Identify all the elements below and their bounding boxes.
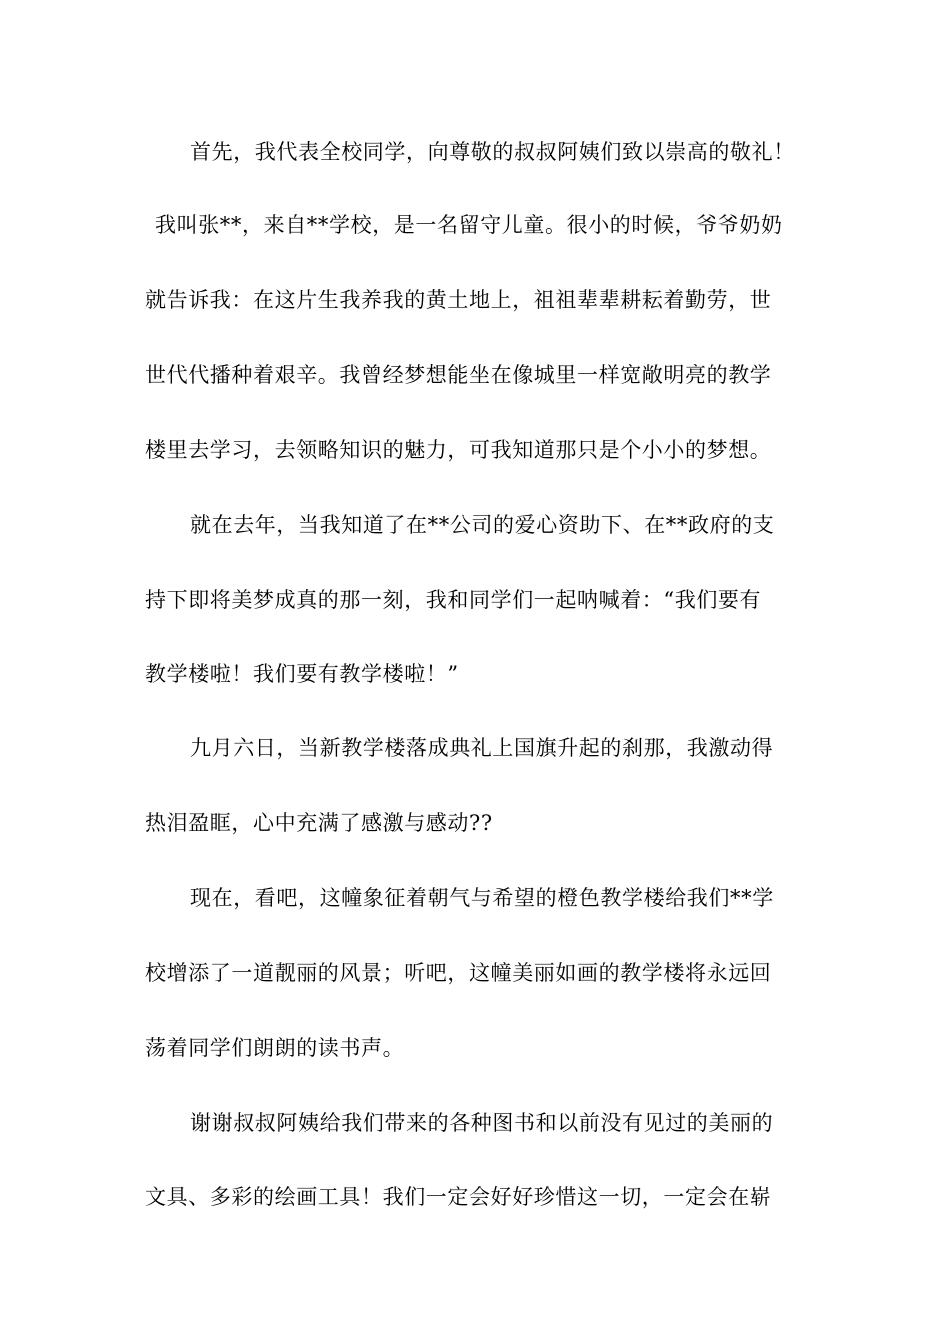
text-line-14: 谢谢叔叔阿姨给我们带来的各种图书和以前没有见过的美丽的: [190, 1111, 774, 1135]
text-line-5: 楼里去学习，去领略知识的魅力，可我知道那只是个小小的梦想。: [145, 438, 772, 462]
text-line-7: 持下即将美梦成真的那一刻，我和同学们一起呐喊着：“我们要有: [145, 588, 762, 612]
text-line-2: 我叫张**，来自**学校，是一名留守儿童。很小的时候，爷爷奶奶: [155, 213, 783, 237]
text-line-4: 世代代播种着艰辛。我曾经梦想能坐在像城里一样宽敞明亮的教学: [145, 363, 772, 387]
text-line-8: 教学楼啦！我们要有教学楼啦！”: [145, 662, 459, 686]
text-line-11: 现在，看吧，这幢象征着朝气与希望的橙色教学楼给我们**学: [190, 886, 774, 910]
text-line-3: 就告诉我：在这片生我养我的黄土地上，祖祖辈辈耕耘着勤劳，世: [145, 288, 772, 312]
text-line-10: 热泪盈眶，心中充满了感激与感动??: [145, 811, 493, 835]
text-line-6: 就在去年，当我知道了在**公司的爱心资助下、在**政府的支: [190, 513, 775, 537]
text-line-9: 九月六日，当新教学楼落成典礼上国旗升起的刹那，我激动得: [190, 736, 774, 760]
text-line-12: 校增添了一道靓丽的风景；听吧，这幢美丽如画的教学楼将永远回: [145, 961, 772, 985]
text-line-13: 荡着同学们朗朗的读书声。: [145, 1036, 405, 1060]
text-line-15: 文具、多彩的绘画工具！我们一定会好好珍惜这一切，一定会在崭: [145, 1185, 772, 1209]
text-line-1: 首先，我代表全校同学，向尊敬的叔叔阿姨们致以崇高的敬礼！: [190, 140, 795, 164]
